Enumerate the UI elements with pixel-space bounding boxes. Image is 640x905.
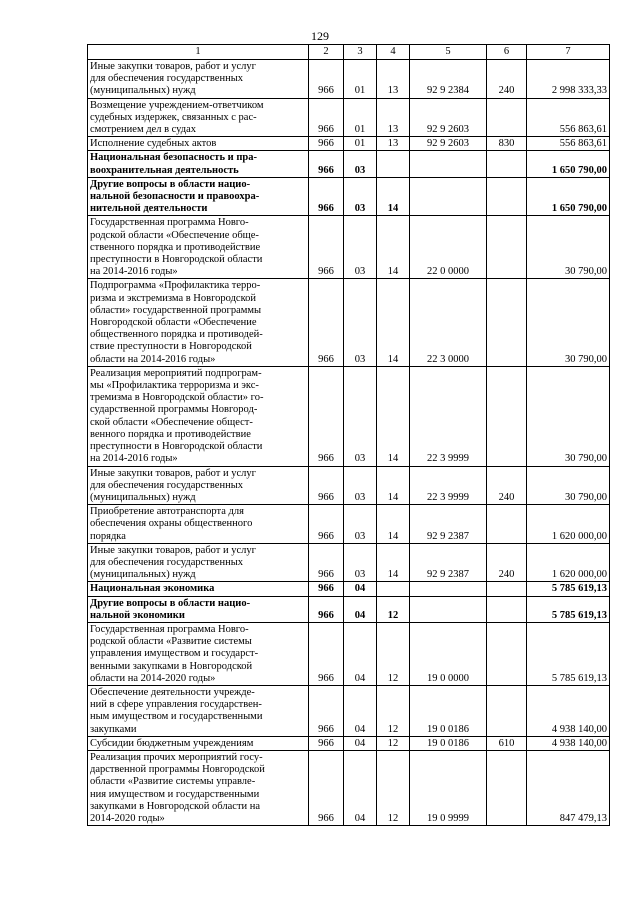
target-article-cell: 92 9 2387 (410, 543, 487, 582)
amount-cell: 847 479,13 (527, 750, 610, 825)
header-cell: 4 (377, 45, 410, 60)
table-row (88, 582, 610, 596)
subsection-code-cell: 12 (377, 736, 410, 750)
subsection-code-cell: 14 (377, 279, 410, 366)
budget-table (87, 44, 610, 826)
table-row (88, 543, 610, 582)
table-row (88, 216, 610, 279)
header-cell: 7 (527, 45, 610, 60)
row-name-cell: Другие вопросы в области нацио- нальной экономики (88, 596, 309, 622)
amount-cell: 5 785 619,13 (527, 596, 610, 622)
row-name-cell: Иные закупки товаров, работ и услуг для обеспечения государственных (муниципальных) нужд (88, 543, 309, 582)
target-article-cell: 22 0 0000 (410, 216, 487, 279)
amount-cell: 1 650 790,00 (527, 177, 610, 216)
row-name-cell: Иные закупки товаров, работ и услуг для обеспечения государственных (муниципальных) нужд (88, 466, 309, 505)
header-cell: 6 (487, 45, 527, 60)
table-row (88, 750, 610, 825)
section-code-cell: 03 (344, 177, 377, 216)
expense-type-cell (487, 279, 527, 366)
amount-cell: 30 790,00 (527, 216, 610, 279)
amount-cell: 1 620 000,00 (527, 543, 610, 582)
table-row (88, 98, 610, 137)
ministry-code-cell: 966 (309, 750, 344, 825)
table-row (88, 505, 610, 544)
target-article-cell: 19 0 0000 (410, 622, 487, 685)
subsection-code-cell: 13 (377, 98, 410, 137)
target-article-cell (410, 151, 487, 177)
table-row (88, 177, 610, 216)
row-name-cell: Субсидии бюджетным учреждениям (88, 736, 309, 750)
amount-cell: 1 620 000,00 (527, 505, 610, 544)
subsection-code-cell: 14 (377, 543, 410, 582)
target-article-cell: 22 3 9999 (410, 466, 487, 505)
table-row (88, 596, 610, 622)
ministry-code-cell: 966 (309, 151, 344, 177)
row-name-cell: Другие вопросы в области нацио- нальной безопасности и правоохра- нительной деятельности (88, 177, 309, 216)
table-row (88, 279, 610, 366)
section-code-cell: 01 (344, 98, 377, 137)
amount-cell: 30 790,00 (527, 279, 610, 366)
target-article-cell (410, 582, 487, 596)
expense-type-cell (487, 366, 527, 466)
section-code-cell: 03 (344, 151, 377, 177)
section-code-cell: 03 (344, 505, 377, 544)
header-cell: 1 (88, 45, 309, 60)
ministry-code-cell: 966 (309, 466, 344, 505)
subsection-code-cell: 14 (377, 216, 410, 279)
expense-type-cell (487, 505, 527, 544)
page-number: 129 (311, 29, 329, 43)
expense-type-cell (487, 596, 527, 622)
subsection-code-cell (377, 582, 410, 596)
table-row (88, 151, 610, 177)
amount-cell: 4 938 140,00 (527, 685, 610, 736)
subsection-code-cell: 12 (377, 596, 410, 622)
target-article-cell: 19 0 9999 (410, 750, 487, 825)
row-name-cell: Национальная безопасность и пра- воохранительная деятельность (88, 151, 309, 177)
target-article-cell: 22 3 9999 (410, 366, 487, 466)
section-code-cell: 03 (344, 466, 377, 505)
ministry-code-cell: 966 (309, 98, 344, 137)
ministry-code-cell: 966 (309, 366, 344, 466)
section-code-cell: 04 (344, 736, 377, 750)
row-name-cell: Подпрограмма «Профилактика терро- ризма и экстремизма в Новгородской области» государственной программы Новгородской области «Обеспечение общественного порядка и противодей- ствие преступности в Новгородской области на 2014-2016 годы» (88, 279, 309, 366)
row-name-cell: Государственная программа Новго- родской области «Обеспечение обще- ственного порядка и противодействие преступности в Новгородской области на 2014-2016 годы» (88, 216, 309, 279)
expense-type-cell: 830 (487, 137, 527, 151)
target-article-cell: 92 9 2384 (410, 60, 487, 99)
row-name-cell: Обеспечение деятельности учрежде- ний в сфере управления государствен- ным имуществом и государственными закупками (88, 685, 309, 736)
expense-type-cell: 240 (487, 543, 527, 582)
section-code-cell: 03 (344, 543, 377, 582)
target-article-cell: 22 3 0000 (410, 279, 487, 366)
subsection-code-cell (377, 151, 410, 177)
subsection-code-cell: 14 (377, 177, 410, 216)
table-row (88, 366, 610, 466)
ministry-code-cell: 966 (309, 60, 344, 99)
subsection-code-cell: 12 (377, 750, 410, 825)
table-row (88, 622, 610, 685)
target-article-cell (410, 596, 487, 622)
expense-type-cell (487, 750, 527, 825)
target-article-cell: 92 9 2603 (410, 137, 487, 151)
row-name-cell: Исполнение судебных актов (88, 137, 309, 151)
amount-cell: 30 790,00 (527, 466, 610, 505)
amount-cell: 30 790,00 (527, 366, 610, 466)
amount-cell: 1 650 790,00 (527, 151, 610, 177)
expense-type-cell (487, 685, 527, 736)
section-code-cell: 04 (344, 582, 377, 596)
row-name-cell: Иные закупки товаров, работ и услуг для обеспечения государственных (муниципальных) нужд (88, 60, 309, 99)
target-article-cell: 92 9 2603 (410, 98, 487, 137)
subsection-code-cell: 14 (377, 466, 410, 505)
subsection-code-cell: 14 (377, 366, 410, 466)
ministry-code-cell: 966 (309, 505, 344, 544)
section-code-cell: 03 (344, 366, 377, 466)
section-code-cell: 04 (344, 622, 377, 685)
amount-cell: 5 785 619,13 (527, 622, 610, 685)
expense-type-cell (487, 582, 527, 596)
ministry-code-cell: 966 (309, 137, 344, 151)
target-article-cell: 19 0 0186 (410, 736, 487, 750)
header-cell: 3 (344, 45, 377, 60)
table-header-row (88, 45, 610, 60)
section-code-cell: 03 (344, 216, 377, 279)
subsection-code-cell: 14 (377, 505, 410, 544)
table-row (88, 685, 610, 736)
amount-cell: 4 938 140,00 (527, 736, 610, 750)
header-cell: 2 (309, 45, 344, 60)
ministry-code-cell: 966 (309, 543, 344, 582)
expense-type-cell: 610 (487, 736, 527, 750)
amount-cell: 2 998 333,33 (527, 60, 610, 99)
target-article-cell (410, 177, 487, 216)
amount-cell: 5 785 619,13 (527, 582, 610, 596)
ministry-code-cell: 966 (309, 177, 344, 216)
row-name-cell: Приобретение автотранспорта для обеспечения охраны общественного порядка (88, 505, 309, 544)
subsection-code-cell: 12 (377, 622, 410, 685)
table-row (88, 466, 610, 505)
ministry-code-cell: 966 (309, 596, 344, 622)
ministry-code-cell: 966 (309, 622, 344, 685)
expense-type-cell (487, 151, 527, 177)
table-row (88, 60, 610, 99)
ministry-code-cell: 966 (309, 685, 344, 736)
row-name-cell: Национальная экономика (88, 582, 309, 596)
ministry-code-cell: 966 (309, 736, 344, 750)
ministry-code-cell: 966 (309, 279, 344, 366)
row-name-cell: Государственная программа Новго- родской области «Развитие системы управления имуществом и государст- венными закупками в Новгородской области на 2014-2020 годы» (88, 622, 309, 685)
header-cell: 5 (410, 45, 487, 60)
section-code-cell: 01 (344, 60, 377, 99)
row-name-cell: Реализация мероприятий подпрограм- мы «Профилактика терроризма и экс- тремизма в Новгородской области» го- сударственной программы Новгород- ской области «Обеспечение общест- венного порядка и противодействие преступности в Новгородской области на 2014-2016 годы» (88, 366, 309, 466)
ministry-code-cell: 966 (309, 582, 344, 596)
target-article-cell: 19 0 0186 (410, 685, 487, 736)
row-name-cell: Возмещение учреждением-ответчиком судебных издержек, связанных с рас- смотрением дел в судах (88, 98, 309, 137)
section-code-cell: 04 (344, 750, 377, 825)
expense-type-cell (487, 177, 527, 216)
table-row (88, 137, 610, 151)
amount-cell: 556 863,61 (527, 137, 610, 151)
subsection-code-cell: 13 (377, 60, 410, 99)
target-article-cell: 92 9 2387 (410, 505, 487, 544)
subsection-code-cell: 13 (377, 137, 410, 151)
amount-cell: 556 863,61 (527, 98, 610, 137)
section-code-cell: 01 (344, 137, 377, 151)
expense-type-cell: 240 (487, 60, 527, 99)
section-code-cell: 04 (344, 685, 377, 736)
ministry-code-cell: 966 (309, 216, 344, 279)
table-row (88, 736, 610, 750)
section-code-cell: 04 (344, 596, 377, 622)
expense-type-cell (487, 98, 527, 137)
expense-type-cell (487, 622, 527, 685)
expense-type-cell (487, 216, 527, 279)
section-code-cell: 03 (344, 279, 377, 366)
subsection-code-cell: 12 (377, 685, 410, 736)
row-name-cell: Реализация прочих мероприятий госу- дарственной программы Новгородской области «Развитие системы управле- ния имуществом и государственными закупками в Новгородской области на 2014-2020 годы» (88, 750, 309, 825)
expense-type-cell: 240 (487, 466, 527, 505)
